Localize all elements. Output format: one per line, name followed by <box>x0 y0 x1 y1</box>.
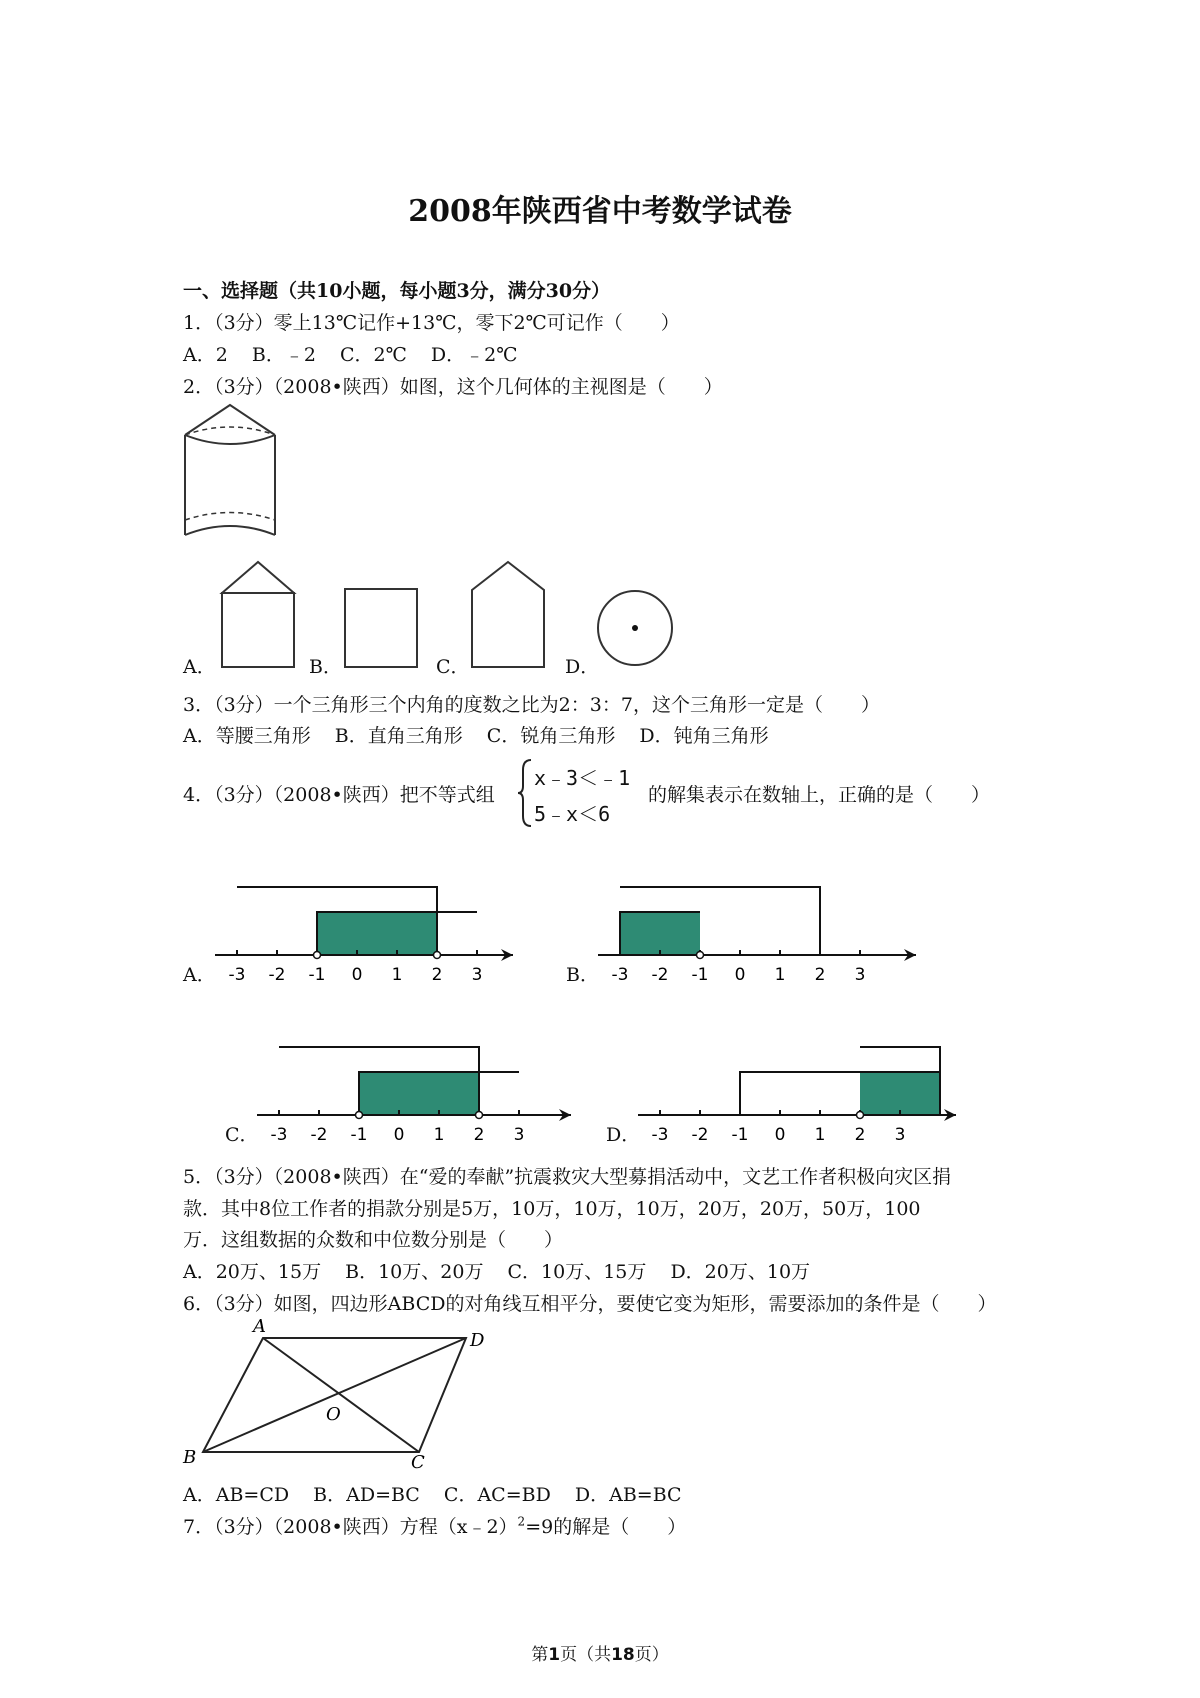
q2-label-b[interactable]: B． <box>309 656 342 678</box>
tick-label: -2 <box>310 1125 328 1145</box>
q4-label-d[interactable]: D． <box>606 1124 641 1146</box>
q2-option-d-figure[interactable] <box>597 590 677 670</box>
page-number: 1 <box>548 1645 561 1665</box>
tick-label: 2 <box>473 1125 485 1145</box>
tick-label: -1 <box>308 965 326 985</box>
point-label-d: D <box>470 1330 485 1351</box>
question-6-stem: 6．（3分）如图，四边形ABCD的对角线互相平分，要使它变为矩形，需要添加的条件是（ ） <box>183 1293 997 1315</box>
option-b[interactable]: B．﹣2 <box>251 344 316 366</box>
tick-label: 3 <box>894 1125 906 1145</box>
tick-label: 1 <box>774 965 786 985</box>
option-c[interactable]: C．10万、15万 <box>507 1261 647 1283</box>
open-endpoint <box>356 1112 363 1119</box>
point-label-b: B <box>183 1447 197 1468</box>
option-d[interactable]: D．20万、10万 <box>670 1261 811 1283</box>
q2-option-b-figure[interactable] <box>343 585 423 670</box>
tick-label: 0 <box>351 965 363 985</box>
tick-label: 3 <box>513 1125 525 1145</box>
tick-label: -1 <box>350 1125 368 1145</box>
open-endpoint <box>857 1112 864 1119</box>
option-d[interactable]: D．﹣2℃ <box>430 344 518 366</box>
option-b[interactable]: B．AD=BC <box>313 1484 420 1506</box>
option-a[interactable]: A．AB=CD <box>183 1484 290 1506</box>
tick-label: 3 <box>854 965 866 985</box>
solution-region <box>620 912 700 955</box>
option-d[interactable]: D．AB=BC <box>574 1484 682 1506</box>
option-c[interactable]: C．2℃ <box>339 344 407 366</box>
q2-option-a-figure[interactable] <box>218 560 298 670</box>
option-a[interactable]: A．2 <box>183 344 228 366</box>
tick-label: 3 <box>471 965 483 985</box>
tick-label: -3 <box>651 1125 669 1145</box>
q4-label-a[interactable]: A． <box>183 964 216 986</box>
option-a[interactable]: A．等腰三角形 <box>183 725 311 747</box>
tick-label: 0 <box>734 965 746 985</box>
solution-region <box>317 912 437 955</box>
tick-label: -2 <box>651 965 669 985</box>
option-b[interactable]: B．直角三角形 <box>334 725 463 747</box>
exponent: 2 <box>517 1514 526 1529</box>
page-title: 2008年陕西省中考数学试卷 <box>408 194 792 229</box>
question-5-line-2: 款．其中8位工作者的捐款分别是5万，10万，10万，10万，20万，20万，50万，100 <box>183 1198 921 1220</box>
question-7-stem-b: =9的解是（ ） <box>525 1516 687 1538</box>
tick-label: -2 <box>691 1125 709 1145</box>
q4-option-d-number-line[interactable] <box>638 1015 978 1145</box>
tick-label: -2 <box>268 965 286 985</box>
open-endpoint <box>434 952 441 959</box>
parallelogram-figure <box>183 1316 503 1473</box>
q4-label-b[interactable]: B． <box>566 964 599 986</box>
tick-label: -3 <box>270 1125 288 1145</box>
point-label-o: O <box>326 1404 341 1425</box>
q4-option-b-number-line[interactable] <box>598 855 938 985</box>
solution-region <box>359 1072 479 1115</box>
tick-label: -1 <box>691 965 709 985</box>
option-a[interactable]: A．20万、15万 <box>183 1261 322 1283</box>
tick-label: 1 <box>814 1125 826 1145</box>
inequality-2: 5﹣x＜6 <box>534 802 611 826</box>
question-5-options <box>183 1257 828 1284</box>
q2-option-c-figure[interactable] <box>470 560 550 670</box>
tick-label: 2 <box>814 965 826 985</box>
geometry-solid-figure <box>180 405 290 545</box>
question-4-stem-suffix: 的解集表示在数轴上，正确的是（ ） <box>648 784 991 806</box>
tick-label: 1 <box>391 965 403 985</box>
inequality-1: x﹣3＜﹣1 <box>534 766 631 790</box>
section-heading: 一、选择题（共10小题，每小题3分，满分30分） <box>183 280 611 302</box>
tick-label: 1 <box>433 1125 445 1145</box>
q2-label-a[interactable]: A． <box>183 656 216 678</box>
open-endpoint <box>314 952 321 959</box>
open-endpoint <box>697 952 704 959</box>
question-1-options <box>183 340 535 367</box>
tick-label: 0 <box>393 1125 405 1145</box>
option-b[interactable]: B．10万、20万 <box>345 1261 484 1283</box>
q4-label-c[interactable]: C． <box>225 1124 259 1146</box>
tick-label: 0 <box>774 1125 786 1145</box>
question-1-stem: 1．（3分）零上13℃记作+13℃，零下2℃可记作（ ） <box>183 312 680 334</box>
q2-label-c[interactable]: C． <box>436 656 470 678</box>
page-footer: 第1页（共18页） <box>531 1645 669 1665</box>
point-label-c: C <box>411 1452 425 1473</box>
solution-region <box>860 1072 940 1115</box>
inequality-brace <box>517 758 533 828</box>
question-2-stem: 2．（3分）（2008•陕西）如图，这个几何体的主视图是（ ） <box>183 376 723 398</box>
tick-label: 2 <box>854 1125 866 1145</box>
question-5-line-3: 万．这组数据的众数和中位数分别是（ ） <box>183 1229 564 1251</box>
option-c[interactable]: C．锐角三角形 <box>486 725 616 747</box>
tick-label: 2 <box>431 965 443 985</box>
tick-label: -1 <box>731 1125 749 1145</box>
option-c[interactable]: C．AC=BD <box>443 1484 551 1506</box>
q4-option-c-number-line[interactable] <box>257 1015 597 1145</box>
tick-label: -3 <box>611 965 629 985</box>
question-3-stem: 3．（3分）一个三角形三个内角的度数之比为2：3：7，这个三角形一定是（ ） <box>183 694 880 716</box>
q4-option-a-number-line[interactable] <box>215 855 555 985</box>
point-label-a: A <box>253 1316 266 1337</box>
question-3-options <box>183 721 787 748</box>
q2-label-d[interactable]: D． <box>565 656 600 678</box>
option-d[interactable]: D．钝角三角形 <box>639 725 769 747</box>
question-7-stem-a: 7．（3分）（2008•陕西）方程（x﹣2） <box>183 1516 518 1538</box>
question-7-stem <box>183 1512 686 1539</box>
question-4-stem-prefix: 4．（3分）（2008•陕西）把不等式组 <box>183 784 495 806</box>
question-6-options <box>183 1480 700 1507</box>
tick-label: -3 <box>228 965 246 985</box>
page-total: 18 <box>611 1645 635 1665</box>
open-endpoint <box>476 1112 483 1119</box>
question-5-line-1: 5．（3分）（2008•陕西）在“爱的奉献”抗震救灾大型募捐活动中，文艺工作者积极向灾区捐 <box>183 1166 952 1188</box>
